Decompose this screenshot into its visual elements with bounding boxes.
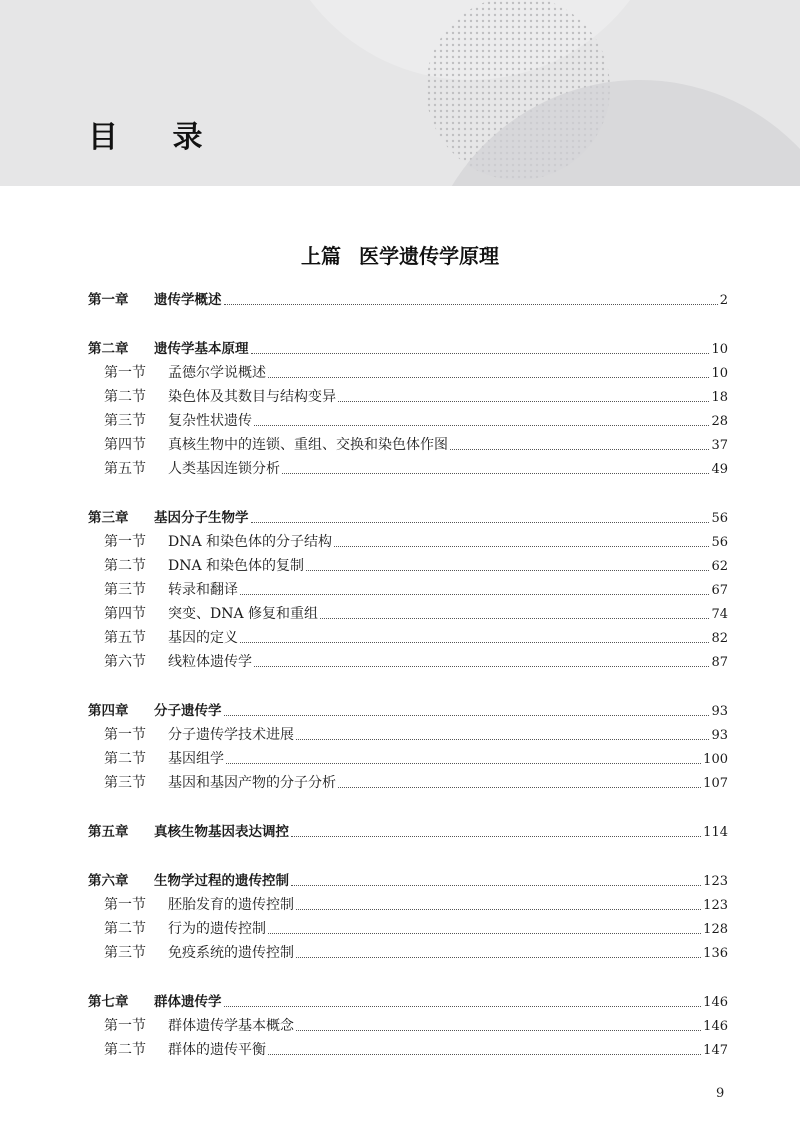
toc-page-number: 10 <box>711 342 728 357</box>
toc-number: 第六章 <box>88 873 129 889</box>
toc-page-number: 2 <box>719 293 728 308</box>
toc-number: 第三节 <box>104 413 146 429</box>
dot-leader <box>296 1029 701 1031</box>
toc-number: 第四节 <box>104 437 146 453</box>
toc-entry-section[interactable] <box>88 530 728 554</box>
toc-number: 第三节 <box>104 775 146 791</box>
toc-page-number: 93 <box>711 704 728 719</box>
toc-page-number: 146 <box>703 995 728 1010</box>
toc-entry-chapter[interactable] <box>88 990 728 1014</box>
header-band <box>0 0 800 186</box>
toc-page-number: 56 <box>711 511 728 526</box>
toc-entry-section[interactable] <box>88 893 728 917</box>
toc-number: 第一节 <box>104 534 146 550</box>
dot-leader <box>338 786 701 788</box>
dot-leader <box>226 762 701 764</box>
toc-entry-chapter[interactable] <box>88 337 728 361</box>
toc-entry-section[interactable] <box>88 385 728 409</box>
dot-leader <box>338 400 709 402</box>
dot-leader <box>224 303 718 305</box>
dot-leader <box>224 714 710 716</box>
dot-leader <box>296 956 701 958</box>
toc-entry-section[interactable] <box>88 602 728 626</box>
toc-title: 生物学过程的遗传控制 <box>154 873 289 889</box>
toc-title: 分子遗传学 <box>154 703 222 719</box>
toc-page-number: 87 <box>711 655 728 670</box>
dot-leader <box>306 569 709 571</box>
toc-number: 第二章 <box>88 341 129 357</box>
toc-page-number: 37 <box>711 438 728 453</box>
toc-title: 行为的遗传控制 <box>168 921 266 937</box>
toc-title: 染色体及其数目与结构变异 <box>168 389 336 405</box>
toc-title: DNA 和染色体的复制 <box>168 558 305 574</box>
toc-entry-section[interactable] <box>88 941 728 965</box>
toc-title: 群体遗传学 <box>154 994 222 1010</box>
toc-entry-section[interactable] <box>88 1014 728 1038</box>
toc-title: 胚胎发育的遗传控制 <box>168 897 294 913</box>
toc-number: 第四节 <box>104 606 146 622</box>
part-heading <box>0 240 800 269</box>
toc-number: 第四章 <box>88 703 129 719</box>
toc-title: 分子遗传学技术进展 <box>168 727 294 743</box>
toc-title: 真核生物基因表达调控 <box>154 824 289 840</box>
toc-number: 第二节 <box>104 389 146 405</box>
toc-number: 第二节 <box>104 751 146 767</box>
toc-entry-section[interactable] <box>88 1038 728 1062</box>
toc-entry-section[interactable] <box>88 361 728 385</box>
toc-page-number: 128 <box>703 922 728 937</box>
toc-number: 第六节 <box>104 654 146 670</box>
toc-title: 人类基因连锁分析 <box>168 461 280 477</box>
toc-entry-section[interactable] <box>88 578 728 602</box>
toc-page-number: 82 <box>711 631 728 646</box>
toc-entry-chapter[interactable] <box>88 506 728 530</box>
toc-title: 基因的定义 <box>168 630 238 646</box>
toc-entry-chapter[interactable] <box>88 869 728 893</box>
dot-leader <box>254 665 709 667</box>
toc-title: 基因分子生物学 <box>154 510 249 526</box>
toc-page-number: 18 <box>711 390 728 405</box>
toc-title: DNA 和染色体的分子结构 <box>168 534 333 550</box>
toc-page-number: 100 <box>703 752 728 767</box>
dot-leader <box>296 908 701 910</box>
toc-page-number: 10 <box>711 366 728 381</box>
toc-number: 第五节 <box>104 461 146 477</box>
toc-page-number: 147 <box>703 1043 728 1058</box>
toc-page-number: 67 <box>711 583 728 598</box>
toc-entry-section[interactable] <box>88 433 728 457</box>
toc-entry-chapter[interactable] <box>88 288 728 312</box>
dot-leader <box>291 884 701 886</box>
toc-page-number: 28 <box>711 414 728 429</box>
toc-page-number: 123 <box>703 898 728 913</box>
toc-page-number: 49 <box>711 462 728 477</box>
toc-number: 第二节 <box>104 1042 146 1058</box>
toc-number: 第一节 <box>104 1018 146 1034</box>
part-name: 医学遗传学原理 <box>359 244 499 268</box>
toc-title: 突变、DNA 修复和重组 <box>168 606 319 622</box>
toc-entry-section[interactable] <box>88 917 728 941</box>
toc-number: 第一节 <box>104 897 146 913</box>
dot-leader <box>251 352 710 354</box>
toc-title: 真核生物中的连锁、重组、交换和染色体作图 <box>168 437 448 453</box>
part-label: 上篇 <box>301 244 341 268</box>
toc-number: 第一节 <box>104 365 146 381</box>
toc-entry-section[interactable] <box>88 747 728 771</box>
toc-number: 第三章 <box>88 510 129 526</box>
header-decoration <box>0 0 800 186</box>
toc-title: 转录和翻译 <box>168 582 238 598</box>
toc-title: 基因组学 <box>168 751 224 767</box>
toc-entry-section[interactable] <box>88 626 728 650</box>
toc-number: 第二节 <box>104 558 146 574</box>
toc-number: 第二节 <box>104 921 146 937</box>
dot-leader <box>251 521 710 523</box>
toc-page-number: 107 <box>703 776 728 791</box>
toc-number: 第五节 <box>104 630 146 646</box>
toc-title: 基因和基因产物的分子分析 <box>168 775 336 791</box>
toc-entry-section[interactable] <box>88 771 728 795</box>
toc-title: 复杂性状遗传 <box>168 413 252 429</box>
toc-entry-section[interactable] <box>88 409 728 433</box>
toc-title: 群体遗传学基本概念 <box>168 1018 294 1034</box>
toc-title: 线粒体遗传学 <box>168 654 252 670</box>
toc-number: 第三节 <box>104 582 146 598</box>
toc-number: 第一节 <box>104 727 146 743</box>
dot-leader <box>240 593 709 595</box>
dot-leader <box>240 641 709 643</box>
dot-leader <box>268 932 701 934</box>
toc-number: 第一章 <box>88 292 129 308</box>
dot-leader <box>282 472 709 474</box>
toc-title: 遗传学基本原理 <box>154 341 249 357</box>
toc-page-number: 56 <box>711 535 728 550</box>
dot-leader <box>254 424 709 426</box>
toc-title: 遗传学概述 <box>154 292 222 308</box>
toc-entry-section[interactable] <box>88 457 728 481</box>
dot-leader <box>320 617 709 619</box>
toc-page-number: 93 <box>711 728 728 743</box>
toc-page-number: 146 <box>703 1019 728 1034</box>
toc-entry-section[interactable] <box>88 554 728 578</box>
toc-number: 第三节 <box>104 945 146 961</box>
toc-entry-section[interactable] <box>88 723 728 747</box>
toc-page-number: 136 <box>703 946 728 961</box>
dot-leader <box>268 376 709 378</box>
dot-leader <box>296 738 709 740</box>
toc-entry-chapter[interactable] <box>88 820 728 844</box>
page-title: 目 录 <box>88 120 225 155</box>
toc-number: 第七章 <box>88 994 129 1010</box>
dot-leader <box>450 448 709 450</box>
toc-title: 孟德尔学说概述 <box>168 365 266 381</box>
toc-page-number: 114 <box>703 825 728 840</box>
dot-leader <box>291 835 701 837</box>
toc-page-number: 62 <box>711 559 728 574</box>
dot-leader <box>334 545 709 547</box>
toc-page-number: 74 <box>711 607 728 622</box>
toc-number: 第五章 <box>88 824 129 840</box>
dot-leader <box>224 1005 702 1007</box>
dot-leader <box>268 1053 701 1055</box>
toc-page-number: 123 <box>703 874 728 889</box>
toc-entry-section[interactable] <box>88 650 728 674</box>
toc-title: 免疫系统的遗传控制 <box>168 945 294 961</box>
toc-title: 群体的遗传平衡 <box>168 1042 266 1058</box>
page-number: 9 <box>716 1086 725 1101</box>
toc-entry-chapter[interactable] <box>88 699 728 723</box>
